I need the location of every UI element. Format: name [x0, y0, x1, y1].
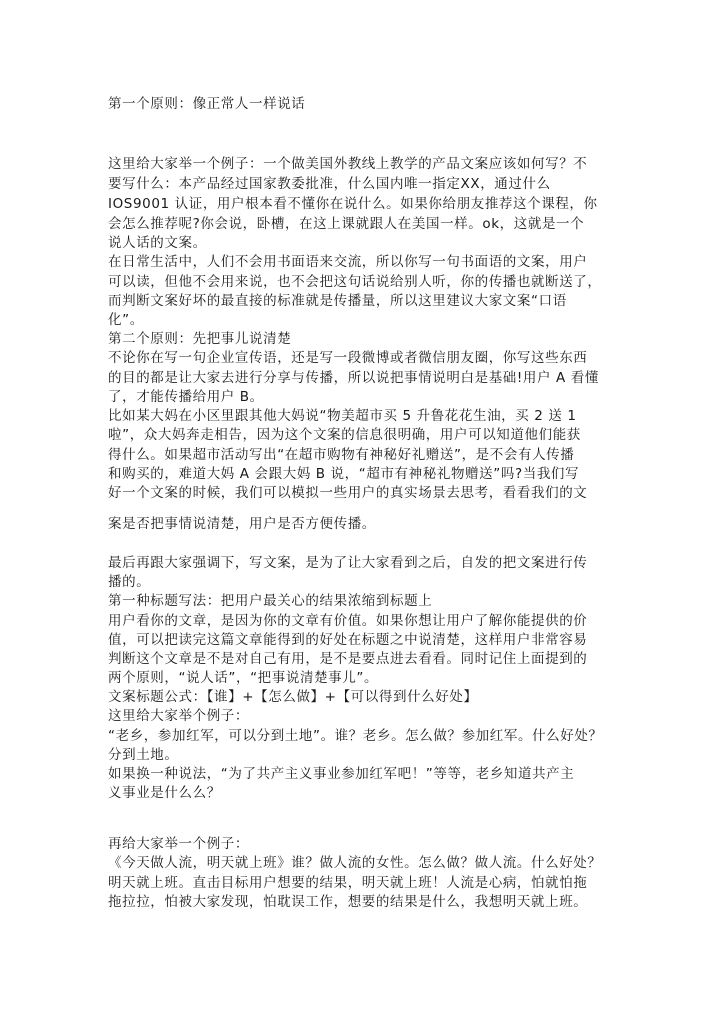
text-line: 播的。 — [108, 574, 151, 590]
text-line: 分到土地。 — [108, 747, 179, 763]
text-line: 可以读，但他不会用来说，也不会把这句话说给别人听，你的传播也就断送了， — [108, 274, 602, 290]
text-line: 案是否把事情说清楚，用户是否方便传播。 — [108, 516, 376, 532]
text-line: 啦”，众大妈奔走相告，因为这个文案的信息很明确，用户可以知道他们能获 — [108, 427, 581, 443]
heading-title-method-1: 第一种标题写法：把用户最关心的结果浓缩到标题上 — [108, 593, 433, 609]
text-line: 得什么。如果超市活动写出“在超市购物有神秘好礼赠送”，是不会有人传播 — [108, 447, 575, 463]
text-line: 《今天做人流，明天就上班》谁？做人流的女性。怎么做？做人流。什么好处？ — [108, 855, 602, 871]
text-line: 要写什么：本产品经过国家教委批准，什么国内唯一指定XX，通过什么 — [108, 176, 551, 192]
text-line: 这里给大家举一个例子：一个做美国外教线上教学的产品文案应该如何写？不 — [108, 156, 588, 172]
text-line: “老乡，参加红军，可以分到土地”。谁？老乡。怎么做？参加红军。什么好处？ — [108, 728, 603, 744]
text-line: 不论你在写一句企业宣传语，还是写一段微博或者微信朋友圈，你写这些东西 — [108, 350, 588, 366]
text-line: 明天就上班。直击目标用户想要的结果，明天就上班！人流是心病，怕就怕拖 — [108, 875, 588, 891]
text-line: 说人话的文案。 — [108, 235, 207, 251]
text-line: IOS9001 认证，用户根本看不懂你在说什么。如果你给朋友推荐这个课程，你 — [108, 196, 598, 212]
text-line: 好一个文案的时候，我们可以模拟一些用户的真实场景去思考，看看我们的文 — [108, 485, 588, 501]
text-line: 的目的都是让大家去进行分享与传播，所以说把事情说明白是基础!用户 A 看懂 — [108, 370, 599, 386]
text-line: 在日常生活中，人们不会用书面语来交流，所以你写一句书面语的文案，用户 — [108, 254, 588, 270]
text-line: 化”。 — [108, 312, 144, 328]
text-line: 如果换一种说法，“为了共产主义事业参加红军吧！”等等，老乡知道共产主 — [108, 766, 575, 782]
text-line: 义事业是什么么？ — [108, 785, 221, 801]
heading-principle-1: 第一个原则：像正常人一样说话 — [108, 96, 306, 112]
text-line: 和购买的，难道大妈 A 会跟大妈 B 说，“超市有神秘礼物赠送”吗?当我们写 — [108, 466, 580, 482]
text-line: 用户看你的文章，是因为你的文章有价值。如果你想让用户了解你能提供的价 — [108, 613, 588, 629]
text-line: 值，可以把读完这篇文章能得到的好处在标题之中说清楚，这样用户非常容易 — [108, 632, 588, 648]
text-line: 两个原则，“说人话”，“把事说清楚事儿”。 — [108, 670, 379, 686]
text-line: 最后再跟大家强调下，写文案，是为了让大家看到之后，自发的把文案进行传 — [108, 555, 588, 571]
text-line: 而判断文案好坏的最直接的标准就是传播量，所以这里建议大家文案“口语 — [108, 293, 567, 309]
text-line: 拖拉拉，怕被大家发现，怕耽误工作，想要的结果是什么，我想明天就上班。 — [108, 894, 588, 910]
text-line: 再给大家举一个例子： — [108, 836, 249, 852]
text-line: 判断这个文章是不是对自己有用，是不是要点进去看看。同时记住上面提到的 — [108, 651, 588, 667]
title-formula: 文案标题公式：【谁】+【怎么做】+【可以得到什么好处】 — [108, 689, 478, 705]
text-line: 比如某大妈在小区里跟其他大妈说“物美超市买 5 升鲁花花生油，买 2 送 1 — [108, 408, 577, 424]
heading-principle-2: 第二个原则：先把事儿说清楚 — [108, 331, 292, 347]
text-line: 了，才能传播给用户 B。 — [108, 389, 264, 405]
text-line: 这里给大家举个例子： — [108, 708, 249, 724]
text-line: 会怎么推荐呢?你会说，卧槽，在这上课就跟人在美国一样。ok，这就是一个 — [108, 216, 585, 232]
